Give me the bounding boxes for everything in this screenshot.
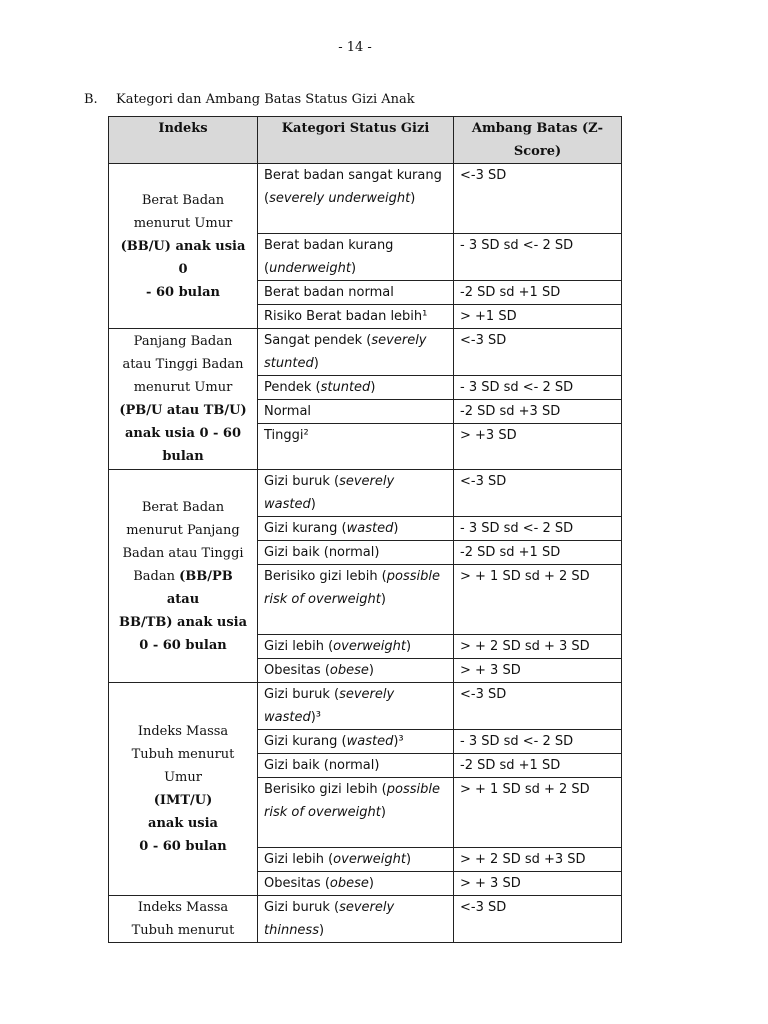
threshold-cell: <-3 SD <box>454 683 622 730</box>
category-text: Gizi baik (normal) <box>264 758 380 773</box>
category-text: Obesitas ( <box>264 876 330 891</box>
section-heading <box>84 92 415 107</box>
category-text: Gizi kurang ( <box>264 734 347 749</box>
table-row <box>109 329 622 376</box>
category-cell <box>258 541 454 565</box>
threshold-cell: > + 2 SD sd +3 SD <box>454 848 622 872</box>
threshold-cell: - 3 SD sd <- 2 SD <box>454 376 622 400</box>
page-number: - 14 - <box>338 40 372 55</box>
table-header-row <box>109 117 622 164</box>
threshold-cell: - 3 SD sd <- 2 SD <box>454 234 622 281</box>
threshold-cell: > + 1 SD sd + 2 SD <box>454 778 622 848</box>
index-text: menurut Umur <box>133 215 233 231</box>
category-suffix: ) <box>393 521 399 536</box>
index-code: (BB/PB atau <box>166 568 233 607</box>
category-english-term: severely thinness <box>264 900 395 938</box>
category-cell <box>258 470 454 517</box>
table-body <box>109 164 622 943</box>
threshold-cell: > + 3 SD <box>454 872 622 896</box>
table-row <box>109 683 622 730</box>
index-text: Badan atau Tinggi <box>122 545 244 561</box>
category-text: Berat badan sangat kurang ( <box>264 168 442 206</box>
index-text: Tubuh menurut <box>131 923 235 938</box>
index-text: Berat Badan <box>141 499 225 515</box>
threshold-cell: - 3 SD sd <- 2 SD <box>454 730 622 754</box>
category-english-term: severely wasted <box>264 687 395 725</box>
category-cell <box>258 164 454 234</box>
threshold-cell: <-3 SD <box>454 164 622 234</box>
category-suffix: ) <box>310 497 316 512</box>
table-row <box>109 896 622 943</box>
category-english-term: overweight <box>333 639 406 654</box>
category-suffix: ) <box>350 261 357 276</box>
section-label: B. <box>84 92 98 107</box>
category-english-term: obese <box>329 663 369 678</box>
category-suffix: ) <box>406 852 412 867</box>
threshold-cell: > + 2 SD sd + 3 SD <box>454 635 622 659</box>
category-suffix: ) <box>368 663 374 678</box>
threshold-cell: > +3 SD <box>454 424 622 470</box>
index-code: anak usia <box>148 816 218 831</box>
index-code: bulan <box>162 449 204 464</box>
index-text: Badan <box>133 568 175 584</box>
category-text: Tinggi² <box>264 428 309 443</box>
index-code: BB/TB) anak usia <box>118 614 248 630</box>
category-text: Normal <box>264 404 312 419</box>
index-text: Umur <box>164 770 202 785</box>
category-cell <box>258 234 454 281</box>
header-ambang-batas: Ambang Batas (Z-Score) <box>454 117 622 164</box>
threshold-cell: -2 SD sd +1 SD <box>454 541 622 565</box>
category-suffix: )³ <box>310 710 322 725</box>
header-kategori: Kategori Status Gizi <box>258 117 454 164</box>
category-cell <box>258 305 454 329</box>
category-cell <box>258 424 454 470</box>
nutrition-status-table <box>108 116 622 943</box>
table-row <box>109 164 622 234</box>
threshold-cell: - 3 SD sd <- 2 SD <box>454 517 622 541</box>
category-english-term: obese <box>329 876 369 891</box>
category-cell <box>258 872 454 896</box>
index-text: Tubuh menurut <box>131 747 235 762</box>
category-text: Berat badan kurang ( <box>264 238 394 276</box>
header-indeks: Indeks <box>109 117 258 164</box>
category-text: Gizi baik (normal) <box>264 545 380 560</box>
category-english-term: severely stunted <box>264 333 427 371</box>
threshold-cell: > + 3 SD <box>454 659 622 683</box>
category-suffix: ) <box>410 191 416 206</box>
index-code: 0 - 60 bulan <box>139 839 227 854</box>
category-suffix: ) <box>370 380 376 395</box>
category-suffix: ) <box>380 592 386 607</box>
category-text: Berisiko gizi lebih ( <box>264 782 387 797</box>
category-text: Gizi lebih ( <box>264 639 334 654</box>
category-text: Pendek ( <box>264 380 321 395</box>
index-text: Indeks Massa <box>137 724 229 739</box>
category-text: Risiko Berat badan lebih¹ <box>264 309 428 324</box>
category-english-term: overweight <box>333 852 406 867</box>
index-text: atau Tinggi Badan <box>122 357 244 372</box>
threshold-cell: > + 1 SD sd + 2 SD <box>454 565 622 635</box>
category-cell <box>258 778 454 848</box>
category-suffix: ) <box>313 356 319 371</box>
category-english-term: possible risk of overweight <box>264 782 440 820</box>
category-text: Gizi buruk ( <box>264 474 340 489</box>
category-english-term: severely underweight <box>269 191 411 206</box>
category-cell <box>258 635 454 659</box>
index-cell <box>109 683 258 896</box>
category-cell <box>258 517 454 541</box>
category-cell <box>258 329 454 376</box>
category-cell <box>258 730 454 754</box>
category-text: Obesitas ( <box>264 663 330 678</box>
index-code: (BB/U) anak usia 0 <box>120 238 246 277</box>
category-cell <box>258 683 454 730</box>
threshold-cell: <-3 SD <box>454 470 622 517</box>
index-code: 0 - 60 bulan <box>139 637 227 653</box>
threshold-cell: <-3 SD <box>454 329 622 376</box>
category-cell <box>258 281 454 305</box>
category-english-term: underweight <box>269 261 351 276</box>
index-code: (IMT/U) <box>153 793 213 808</box>
category-suffix: )³ <box>393 734 404 749</box>
index-cell <box>109 470 258 683</box>
index-text: Panjang Badan <box>133 334 233 349</box>
category-cell <box>258 400 454 424</box>
category-english-term: wasted <box>346 521 394 536</box>
index-cell <box>109 329 258 470</box>
category-suffix: ) <box>406 639 412 654</box>
category-english-term: stunted <box>320 380 371 395</box>
category-english-term: wasted <box>346 734 394 749</box>
threshold-cell: -2 SD sd +1 SD <box>454 754 622 778</box>
category-suffix: ) <box>368 876 374 891</box>
section-title: Kategori dan Ambang Batas Status Gizi Anak <box>116 92 415 107</box>
index-cell <box>109 896 258 943</box>
threshold-cell: -2 SD sd +1 SD <box>454 281 622 305</box>
category-text: Berat badan normal <box>264 285 394 300</box>
category-text: Sangat pendek ( <box>264 333 372 348</box>
index-text: Indeks Massa <box>137 900 229 915</box>
index-code: - 60 bulan <box>146 284 220 300</box>
index-code: (PB/U atau TB/U) <box>119 403 247 418</box>
category-suffix: ) <box>318 923 325 938</box>
index-cell <box>109 164 258 329</box>
threshold-cell: -2 SD sd +3 SD <box>454 400 622 424</box>
category-text: Gizi kurang ( <box>264 521 347 536</box>
threshold-cell: > +1 SD <box>454 305 622 329</box>
category-cell <box>258 754 454 778</box>
category-suffix: ) <box>380 805 386 820</box>
table-row <box>109 470 622 517</box>
category-english-term: possible risk of overweight <box>264 569 440 607</box>
category-text: Gizi buruk ( <box>264 900 340 915</box>
index-code: anak usia 0 - 60 <box>124 426 242 441</box>
index-text: Berat Badan <box>141 192 225 208</box>
category-cell <box>258 659 454 683</box>
category-cell <box>258 376 454 400</box>
index-text: menurut Panjang <box>126 522 240 538</box>
category-text: Gizi buruk ( <box>264 687 340 702</box>
category-text: Berisiko gizi lebih ( <box>264 569 387 584</box>
category-cell <box>258 848 454 872</box>
category-text: Gizi lebih ( <box>264 852 334 867</box>
category-english-term: severely wasted <box>264 474 395 512</box>
threshold-cell: <-3 SD <box>454 896 622 943</box>
category-cell <box>258 565 454 635</box>
category-cell <box>258 896 454 943</box>
index-text: menurut Umur <box>133 380 233 395</box>
